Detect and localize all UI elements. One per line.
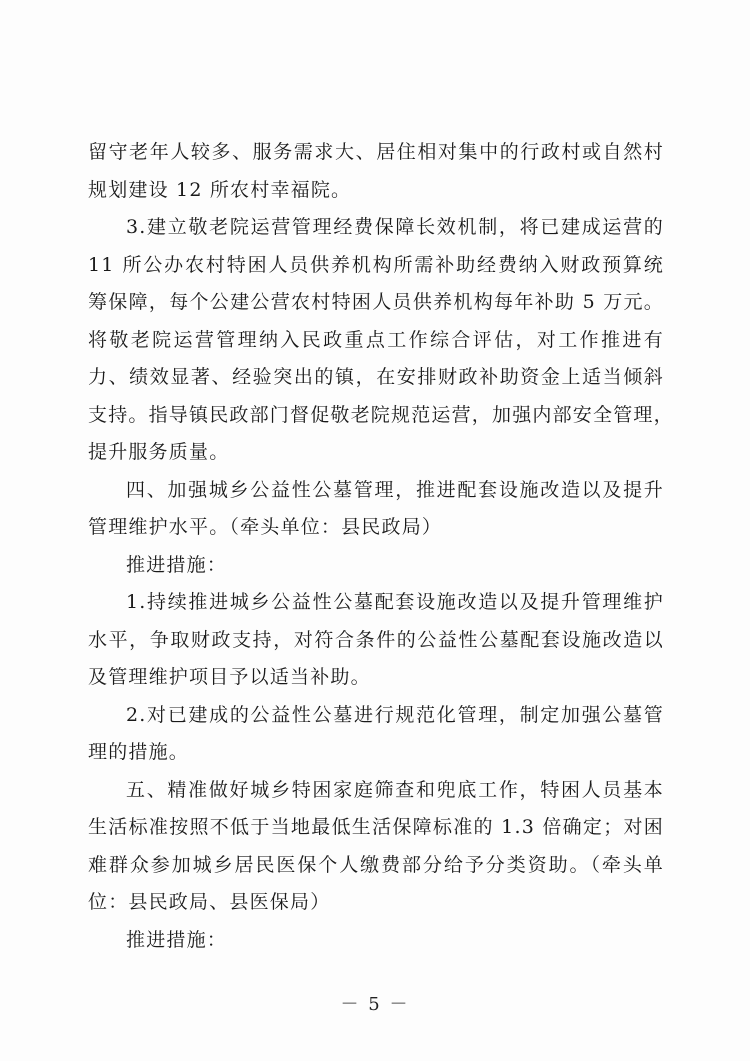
text-line: 将敬老院运营管理纳入民政重点工作综合评估，对工作推进有 — [88, 328, 664, 351]
section-heading-line: 五、精准做好城乡特困家庭筛查和兜底工作，特困人员基本 — [126, 778, 664, 801]
text-line: 留守老年人较多、服务需求大、居住相对集中的行政村或自然村 — [88, 141, 664, 163]
section-heading-line: 难群众参加城乡居民医保个人缴费部分给予分类资助。（牵头单 — [88, 853, 664, 876]
section-heading-line: 位：县民政局、县医保局） — [88, 891, 331, 913]
text-line: 规划建设 12 所农村幸福院。 — [88, 178, 352, 201]
text-line: 11 所公办农村特困人员供养机构所需补助经费纳入财政预算统 — [88, 253, 664, 276]
section-heading-line: 管理维护水平。（牵头单位：县民政局） — [88, 516, 443, 538]
text-line: 筹保障，每个公建公营农村特困人员供养机构每年补助 5 万元。 — [88, 291, 664, 313]
text-line: 提升服务质量。 — [88, 441, 230, 463]
text-line: 支持。指导镇民政部门督促敬老院规范运营，加强内部安全管理， — [88, 403, 674, 426]
text-line: 2.对已建成的公益性公墓进行规范化管理，制定加强公墓管 — [126, 703, 664, 726]
document-body — [88, 134, 674, 959]
section-heading-line: 生活标准按照不低于当地最低生活保障标准的 1.3 倍确定；对困 — [88, 816, 664, 838]
text-line: 1.持续推进城乡公益性公墓配套设施改造以及提升管理维护 — [126, 591, 664, 613]
text-line: 理的措施。 — [88, 741, 190, 763]
text-line: 水平，争取财政支持，对符合条件的公益性公墓配套设施改造以 — [88, 628, 664, 651]
section-heading-line: 四、加强城乡公益性公墓管理，推进配套设施改造以及提升 — [126, 478, 664, 501]
text-line: 3.建立敬老院运营管理经费保障长效机制，将已建成运营的 — [126, 216, 664, 238]
text-line: 及管理维护项目予以适当补助。 — [88, 666, 371, 688]
subheading-line: 推进措施： — [126, 928, 228, 951]
subheading-line: 推进措施： — [126, 553, 228, 576]
text-line: 力、绩效显著、经验突出的镇，在安排财政补助资金上适当倾斜 — [88, 366, 664, 388]
page-number: － 5 － — [340, 994, 410, 1015]
